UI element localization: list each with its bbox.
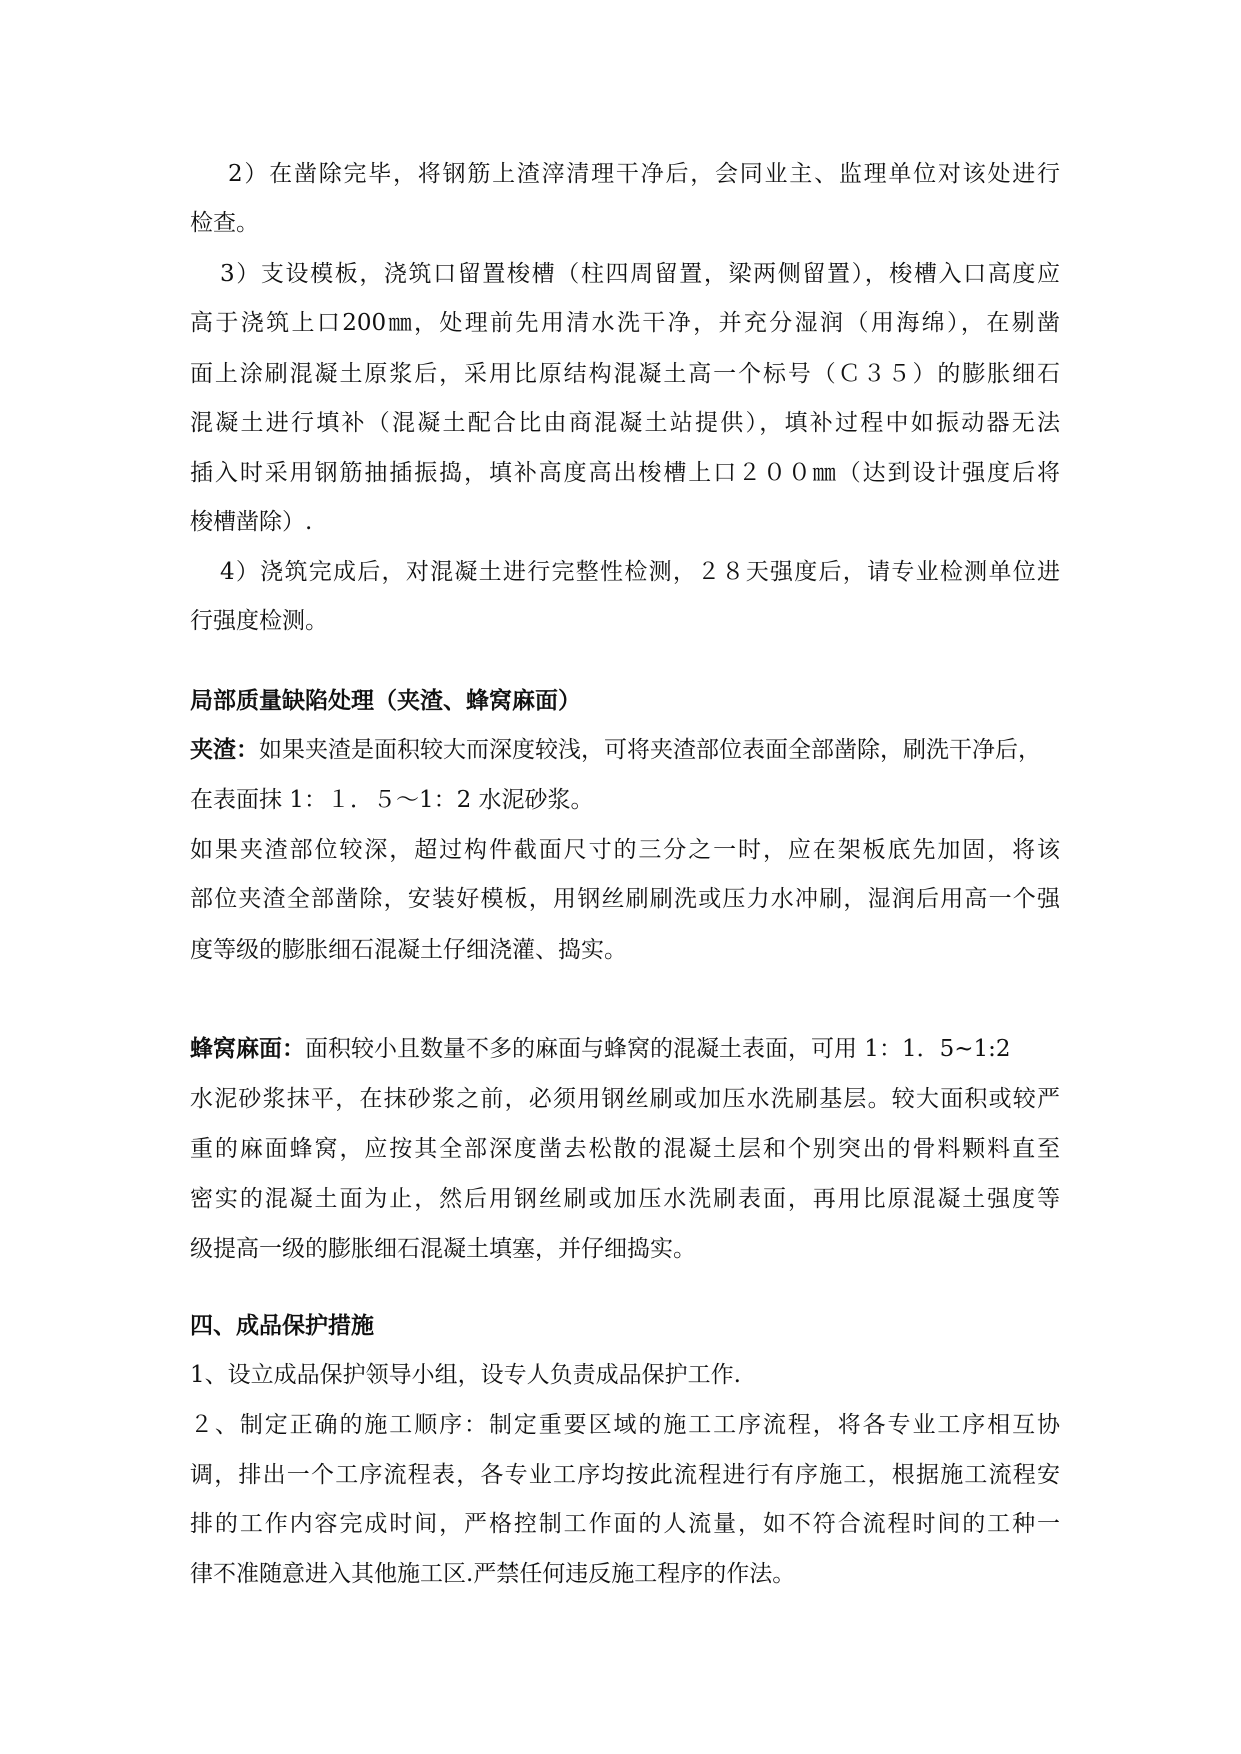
honeycomb-label: 蜂窝麻面： xyxy=(190,1036,305,1062)
item3-line-4: 混凝土进行填补（混凝土配合比由商混凝土站提供），填补过程中如振动器无法 xyxy=(190,410,1060,436)
item2-line-2: 检查。 xyxy=(190,210,259,236)
protection-heading: 四、成品保护措施 xyxy=(190,1313,374,1339)
slag-line-5: 度等级的膨胀细石混凝土仔细浇灌、捣实。 xyxy=(190,937,627,963)
slag-line-2: 在表面抹 1：１．５～1：2 水泥砂浆。 xyxy=(190,787,594,813)
item3-line-1: 3）支设模板，浇筑口留置梭槽（柱四周留置，梁两侧留置），梭槽入口高度应 xyxy=(220,261,1060,287)
slag-line-3: 如果夹渣部位较深，超过构件截面尺寸的三分之一时，应在架板底先加固，将该 xyxy=(190,837,1060,863)
honeycomb-line-3: 重的麻面蜂窝，应按其全部深度凿去松散的混凝土层和个别突出的骨料颗料直至 xyxy=(190,1136,1060,1162)
slag-label: 夹渣： xyxy=(190,737,259,763)
protection-item-2-line-1: ２、制定正确的施工顺序：制定重要区域的施工工序流程，将各专业工序相互协 xyxy=(190,1412,1060,1438)
protection-item-2-line-2: 调，排出一个工序流程表，各专业工序均按此流程进行有序施工，根据施工流程安 xyxy=(190,1462,1060,1488)
honeycomb-line-5: 级提高一级的膨胀细石混凝土填塞，并仔细捣实。 xyxy=(190,1236,696,1262)
protection-item-2-line-4: 律不准随意进入其他施工区.严禁任何违反施工程序的作法。 xyxy=(190,1561,796,1587)
honeycomb-paragraph-line-1 xyxy=(190,1029,1060,1069)
honeycomb-line-1: 面积较小且数量不多的麻面与蜂窝的混凝土表面，可用 1：1．5~1:2 xyxy=(305,1036,1011,1062)
slag-paragraph-line-1 xyxy=(190,730,1060,770)
item3-line-6: 梭槽凿除）. xyxy=(190,509,313,535)
slag-line-1: 如果夹渣是面积较大而深度较浅，可将夹渣部位表面全部凿除，刷洗干净后， xyxy=(259,737,1041,763)
item3-line-5: 插入时采用钢筋抽插振捣，填补高度高出梭槽上口２００㎜（达到设计强度后将 xyxy=(190,460,1060,486)
slag-line-4: 部位夹渣全部凿除，安装好模板，用钢丝刷刷洗或压力水冲刷，湿润后用高一个强 xyxy=(190,886,1060,912)
protection-item-2-line-3: 排的工作内容完成时间，严格控制工作面的人流量，如不符合流程时间的工种一 xyxy=(190,1511,1060,1537)
item3-line-2: 高于浇筑上口200㎜，处理前先用清水洗干净，并充分湿润（用海绵），在剔凿 xyxy=(190,310,1060,336)
item4-line-1: 4）浇筑完成后，对混凝土进行完整性检测，２８天强度后，请专业检测单位进 xyxy=(220,559,1060,585)
defects-heading: 局部质量缺陷处理（夹渣、蜂窝麻面） xyxy=(190,688,581,714)
honeycomb-line-4: 密实的混凝土面为止，然后用钢丝刷或加压水洗刷表面，再用比原混凝土强度等 xyxy=(190,1186,1060,1212)
item2-line-1: 2）在凿除完毕，将钢筋上渣滓清理干净后，会同业主、监理单位对该处进行 xyxy=(228,161,1060,187)
protection-item-1: 1、设立成品保护领导小组，设专人负责成品保护工作. xyxy=(190,1362,741,1388)
honeycomb-line-2: 水泥砂浆抹平，在抹砂浆之前，必须用钢丝刷或加压水洗刷基层。较大面积或较严 xyxy=(190,1086,1060,1112)
item4-line-2: 行强度检测。 xyxy=(190,608,328,634)
item3-line-3: 面上涂刷混凝土原浆后，采用比原结构混凝土高一个标号（Ｃ３５）的膨胀细石 xyxy=(190,361,1060,387)
